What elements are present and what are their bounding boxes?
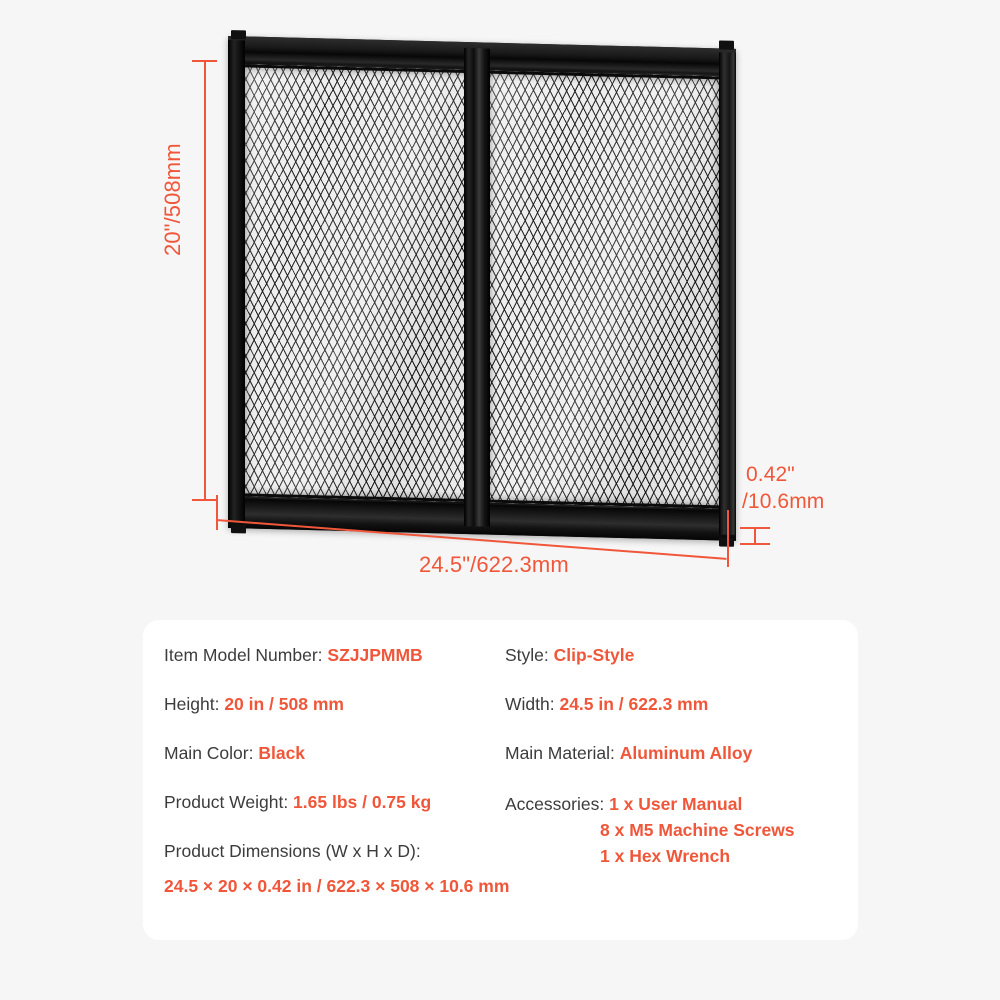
width-dimension-cap-right <box>727 548 729 567</box>
spec-row-product-weight <box>164 791 504 813</box>
spec-label-product-dimensions: Product Dimensions (W x H x D): <box>164 841 421 861</box>
depth-dimension-label-line2: /10.6mm <box>742 490 825 513</box>
width-dimension-label: 24.5"/622.3mm <box>419 552 569 577</box>
spec-label-product-weight: Product Weight: <box>164 792 294 812</box>
spec-column-left <box>164 644 510 897</box>
depth-dimension-line <box>754 527 756 544</box>
spec-row-product-dimensions-label <box>164 840 504 862</box>
width-dimension-cap-left <box>216 510 218 529</box>
spec-label-main-material: Main Material: <box>505 743 620 763</box>
accessories-first-line <box>505 794 742 814</box>
spec-row-accessories <box>505 791 845 869</box>
spec-value-width: 24.5 in / 622.3 mm <box>559 694 709 714</box>
accessories-item-2: 8 x M5 Machine Screws <box>600 820 795 840</box>
spec-label-height: Height: <box>164 694 225 714</box>
spec-row-height <box>164 693 504 715</box>
specification-card <box>143 620 858 940</box>
spec-value-style: Clip-Style <box>553 645 635 665</box>
spec-value-product-dimensions: 24.5 × 20 × 0.42 in / 622.3 × 508 × 10.6 mm <box>164 876 510 896</box>
spec-value-height: 20 in / 508 mm <box>224 694 344 714</box>
spec-value-product-weight: 1.65 lbs / 0.75 kg <box>293 792 432 812</box>
spec-column-right <box>505 644 845 869</box>
spec-row-style <box>505 644 845 666</box>
spec-label-style: Style: <box>505 645 554 665</box>
spec-label-accessories: Accessories: <box>505 794 610 814</box>
spec-row-main-color <box>164 742 504 764</box>
spec-row-main-material <box>505 742 845 764</box>
accessories-item-1: 1 x User Manual <box>609 794 743 814</box>
spec-value-model-number: SZJJPMMB <box>327 645 423 665</box>
spec-label-width: Width: <box>505 694 560 714</box>
spec-value-main-material: Aluminum Alloy <box>619 743 753 763</box>
spec-label-model-number: Item Model Number: <box>164 645 328 665</box>
depth-dimension-label-line1: 0.42" <box>746 463 795 486</box>
spec-label-main-color: Main Color: <box>164 743 259 763</box>
spec-row-width <box>505 693 845 715</box>
spec-value-main-color: Black <box>258 743 306 763</box>
height-dimension-label: 20"/508mm <box>160 143 185 256</box>
spec-row-model-number <box>164 644 504 666</box>
specification-columns <box>143 620 858 940</box>
accessories-item-3: 1 x Hex Wrench <box>600 846 731 866</box>
